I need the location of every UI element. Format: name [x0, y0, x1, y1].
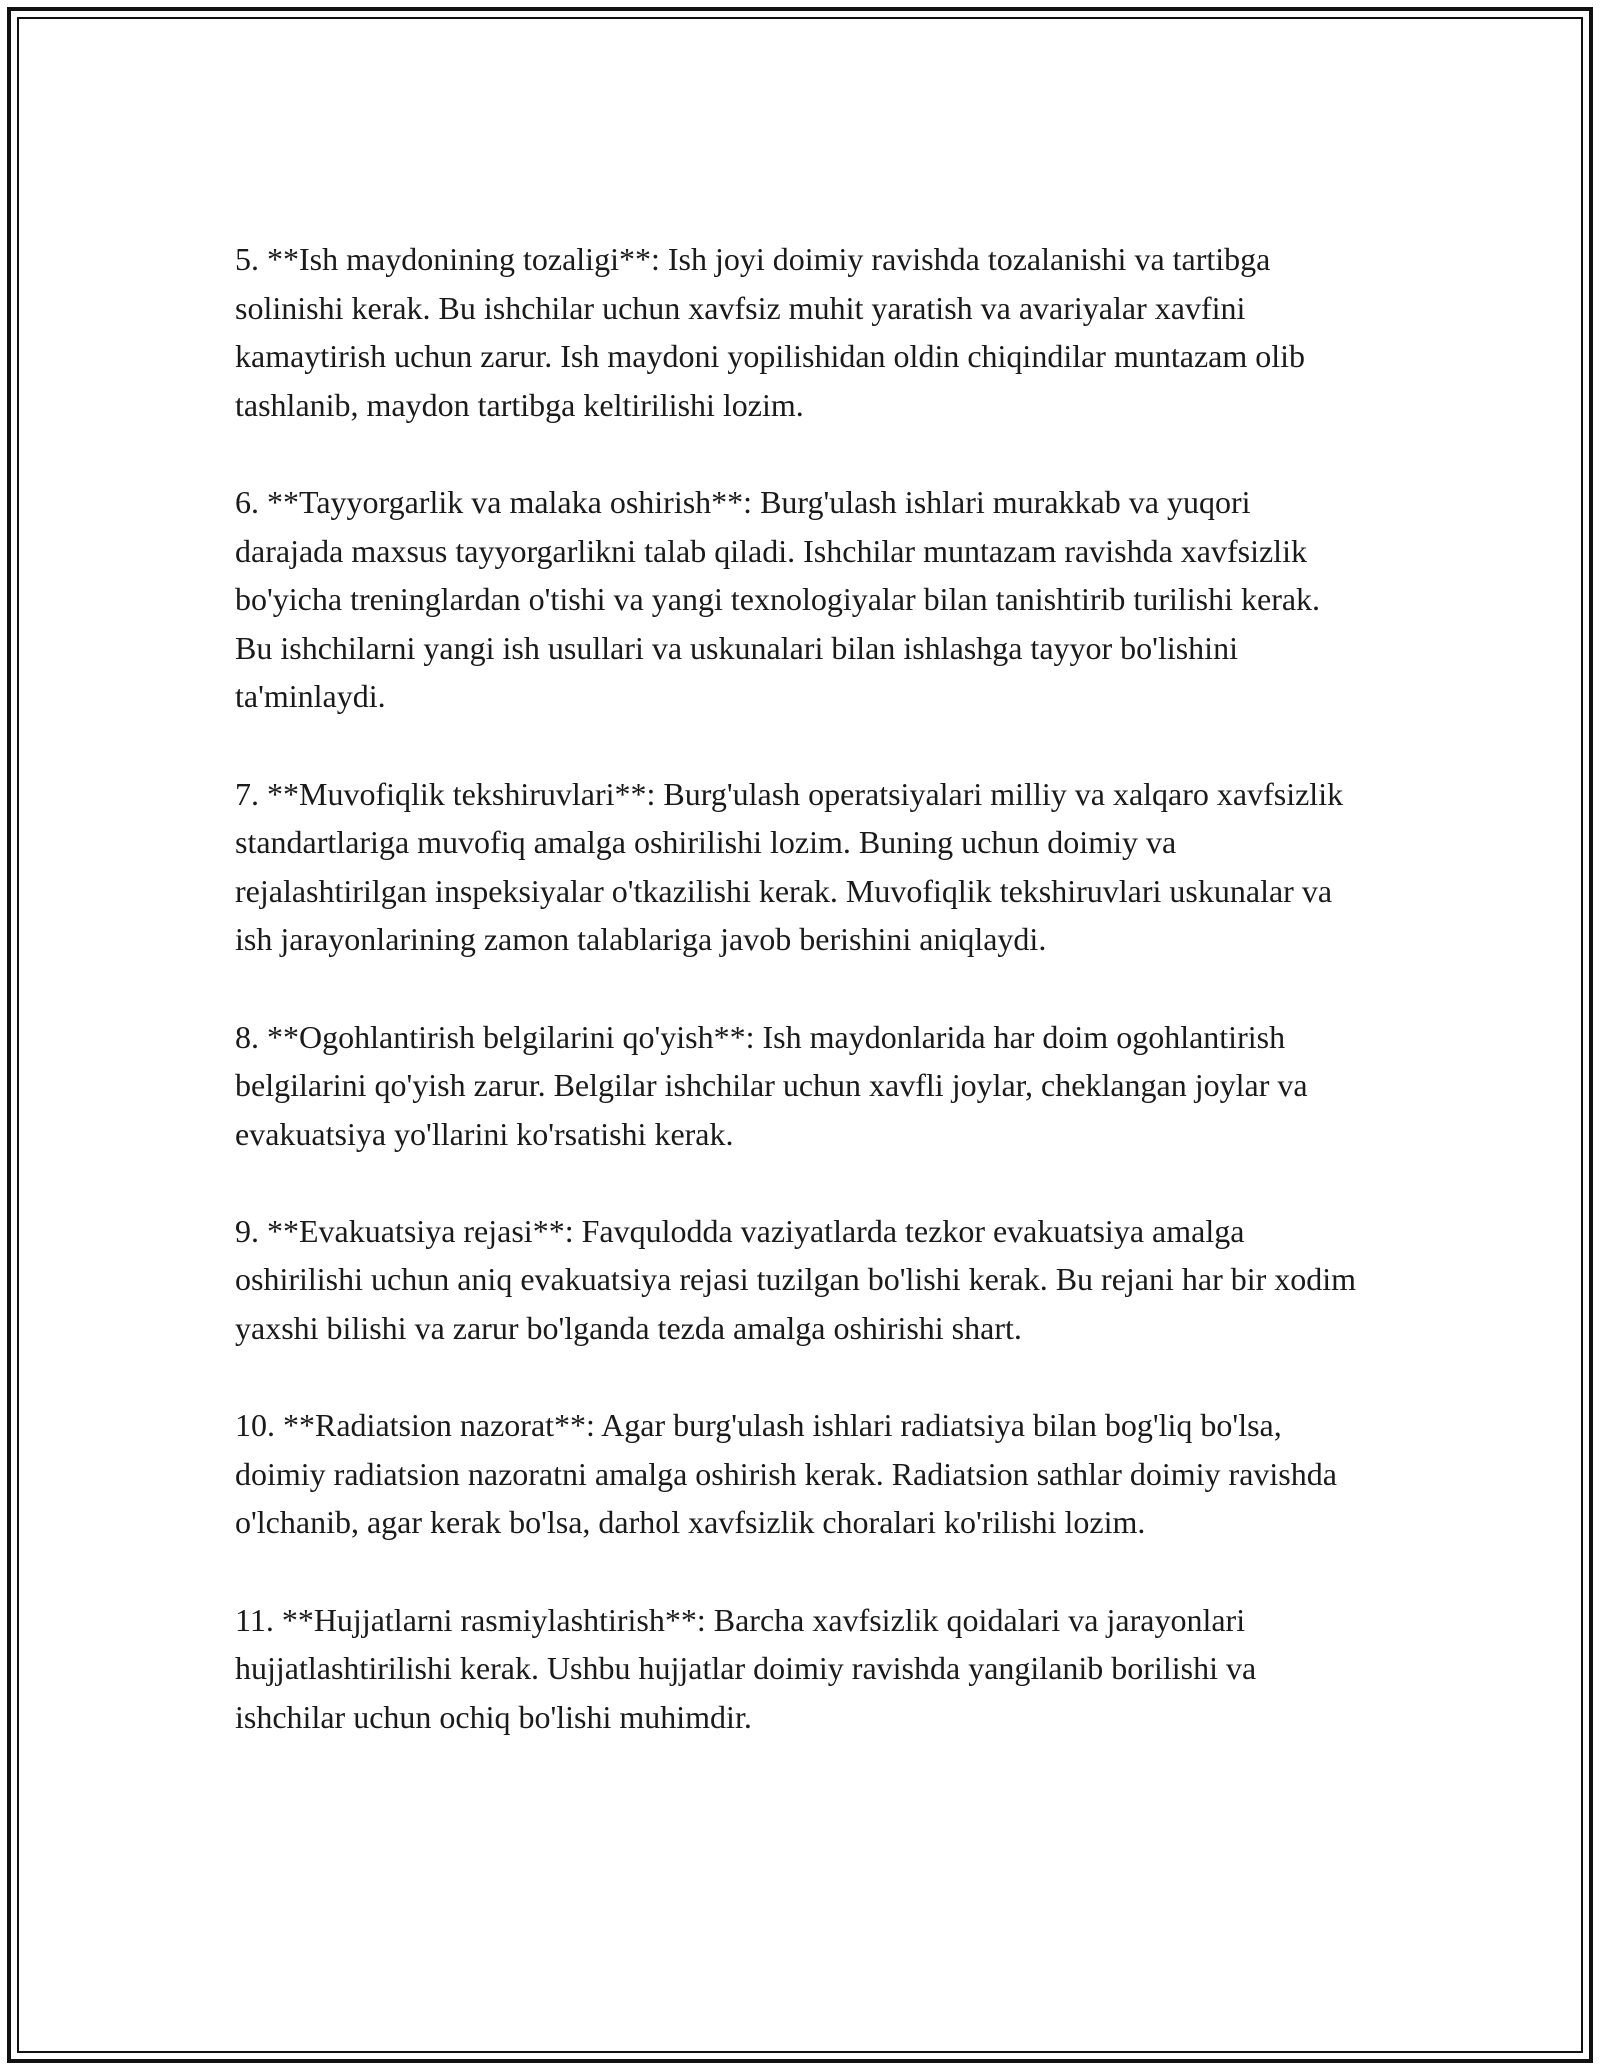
- paragraph-item-8: 8. **Ogohlantirish belgilarini qo'yish**: Ish maydonlarida har doim ogohlantirish belgilarini qo'yish zarur. Belgilar ishchilar uchun xavfli joylar, cheklangan joylar va evakuatsiya yo'llarini ko'rsatishi kerak.: [235, 1018, 1308, 1152]
- paragraph-item-10: 10. **Radiatsion nazorat**: Agar burg'ulash ishlari radiatsiya bilan bog'liq bo'lsa, doimiy radiatsion nazoratni amalga oshirish kerak. Radiatsion sathlar doimiy ravishda o'lchanib, agar kerak bo'lsa, darhol xavfsizlik choralari ko'rilishi lozim.: [235, 1407, 1337, 1541]
- paragraph-item-7: 7. **Muvofiqlik tekshiruvlari**: Burg'ulash operatsiyalari milliy va xalqaro xavfsizlik standartlariga muvofiq amalga oshirilishi lozim. Buning uchun doimiy va rejalashtirilgan inspeksiyalar o'tkazilishi kerak. Muvofiqlik tekshiruvlari uskunalar va ish jarayonlarining zamon talablariga javob berishini aniqlaydi.: [235, 775, 1344, 958]
- paragraph-item-6: 6. **Tayyorgarlik va malaka oshirish**: Burg'ulash ishlari murakkab va yuqori darajada maxsus tayyorgarlikni talab qiladi. Ishchilar muntazam ravishda xavfsizlik bo'yicha treninglardan o'tishi va yangi texnologiyalar bilan tanishtirib turilishi kerak. Bu ishchilarni yangi ish usullari va uskunalari bilan ishlashga tayyor bo'lishini ta'minlaydi.: [235, 483, 1321, 715]
- paragraph-item-9: 9. **Evakuatsiya rejasi**: Favqulodda vaziyatlarda tezkor evakuatsiya amalga oshirilishi uchun aniq evakuatsiya rejasi tuzilgan bo'lishi kerak. Bu rejani har bir xodim yaxshi bilishi va zarur bo'lganda tezda amalga oshirishi shart.: [235, 1212, 1357, 1347]
- paragraph-item-11: 11. **Hujjatlarni rasmiylashtirish**: Barcha xavfsizlik qoidalari va jarayonlari hujjatlashtirilishi kerak. Ushbu hujjatlar doimiy ravishda yangilanib borilishi va ishchilar uchun ochiq bo'lishi muhimdir.: [235, 1601, 1257, 1735]
- paragraph-item-5: 5. **Ish maydonining tozaligi**: Ish joyi doimiy ravishda tozalanishi va tartibga solinishi kerak. Bu ishchilar uchun xavfsiz muhit yaratish va avariyalar xavfini kamaytirish uchun zarur. Ish maydoni yopilishidan oldin chiqindilar muntazam olib tashlanib, maydon tartibga keltirilishi lozim.: [235, 241, 1306, 423]
- document-body: [235, 235, 1365, 1790]
